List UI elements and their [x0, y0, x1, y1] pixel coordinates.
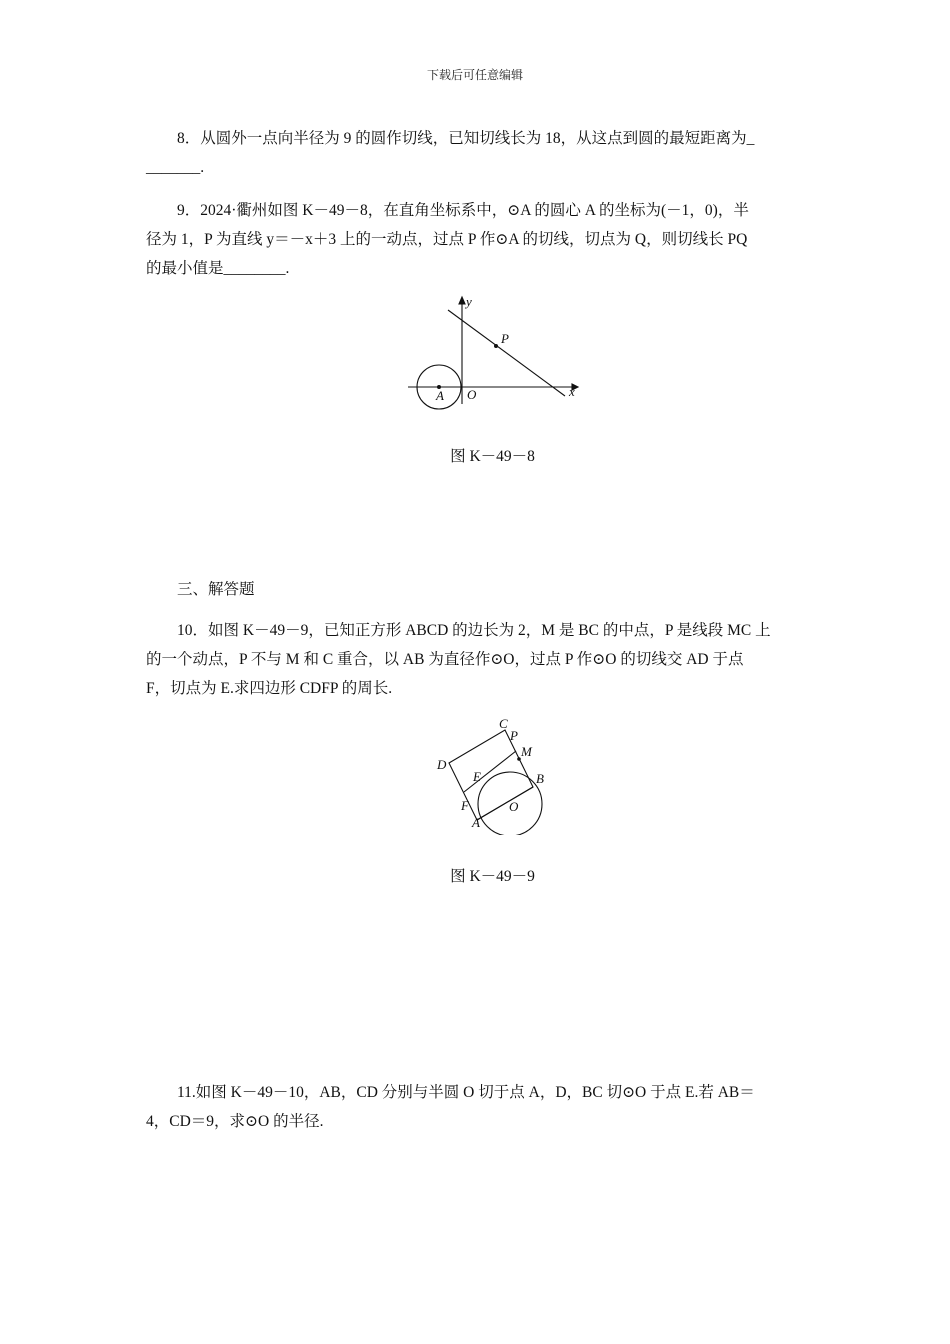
question-11-line-1: 11.如图 K－49－10，AB，CD 分别与半圆 O 切于点 A，D，BC 切⊙O 于点 E.若 AB＝ [177, 1084, 755, 1101]
question-10-line-2: 的一个动点，P 不与 M 和 C 重合，以 AB 为直径作⊙O，过点 P 作⊙O 的切线交 AD 于点 [146, 651, 744, 668]
label-p: P [501, 331, 509, 346]
diameter-ab [477, 787, 533, 820]
question-8-line-1: 8．从圆外一点向半径为 9 的圆作切线，已知切线长为 18，从这点到圆的最短距离为_ [177, 130, 755, 147]
label-y: y [466, 294, 472, 309]
question-10-line-3: F，切点为 E.求四边形 CDFP 的周长. [146, 680, 393, 697]
question-10 [146, 616, 806, 703]
line-y-neg-x-plus-3 [448, 310, 565, 396]
question-9-line-1: 9．2024·衢州如图 K－49－8，在直角坐标系中，⊙A 的圆心 A 的坐标为(－1，0)，半 [177, 202, 749, 219]
question-8-line-2: _______. [146, 159, 205, 176]
figure-k49-9 [430, 710, 560, 835]
label-o: O [509, 799, 519, 814]
label-e: E [473, 769, 481, 784]
question-11 [146, 1078, 806, 1136]
figure-k49-9-caption: 图 K－49－9 [450, 868, 535, 885]
section-title: 三、解答题 [177, 581, 255, 598]
question-9-line-3: 的最小值是________. [146, 260, 290, 277]
question-9-line-2: 径为 1，P 为直线 y＝－x＋3 上的一动点，过点 P 作⊙A 的切线，切点为 Q，则切线长 PQ [146, 231, 748, 248]
figure-k49-8 [400, 292, 590, 412]
label-a: A [436, 388, 444, 403]
label-o: O [467, 387, 477, 402]
label-f: F [461, 798, 469, 813]
label-c: C [499, 716, 508, 731]
figure-k49-8-caption: 图 K－49－8 [450, 448, 535, 465]
point-p-dot [494, 344, 498, 348]
question-11-line-2: 4，CD＝9，求⊙O 的半径. [146, 1113, 324, 1130]
label-p: P [510, 728, 518, 743]
question-9 [146, 196, 806, 283]
label-a: A [472, 815, 480, 830]
question-10-line-1: 10．如图 K－49－9，已知正方形 ABCD 的边长为 2，M 是 BC 的中点，P 是线段 MC 上 [177, 622, 771, 639]
y-axis-arrow [459, 297, 465, 304]
page-header: 下载后可任意编辑 [426, 68, 523, 82]
label-d: D [437, 757, 447, 772]
question-8 [146, 124, 806, 182]
label-x: x [569, 384, 575, 399]
label-b: B [536, 771, 544, 786]
label-m: M [521, 744, 532, 759]
